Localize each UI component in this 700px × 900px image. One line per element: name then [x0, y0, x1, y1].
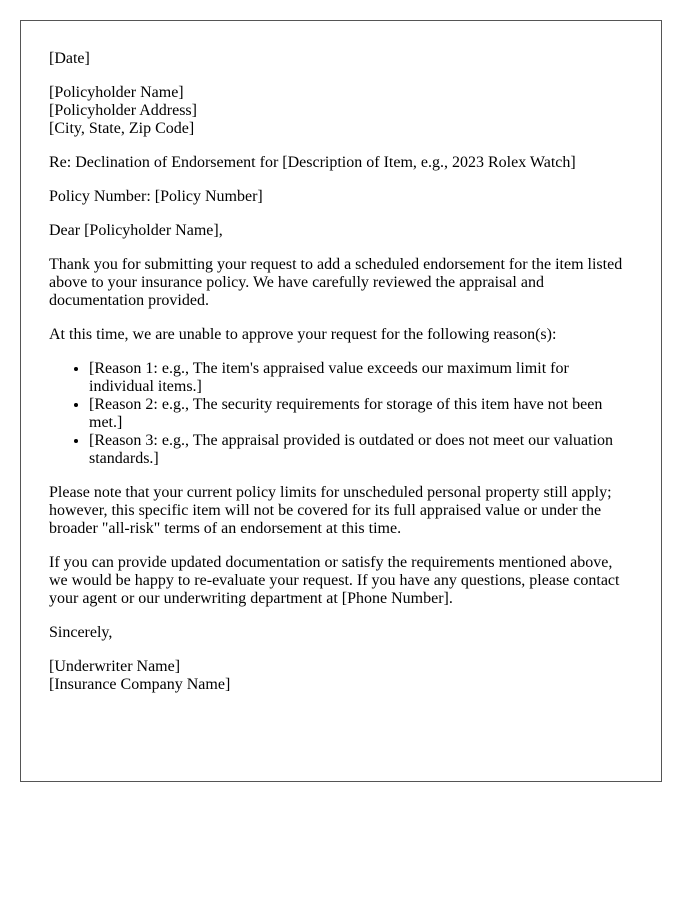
recipient-block	[49, 84, 633, 138]
contact-paragraph: If you can provide updated documentation or satisfy the requirements mentioned above, we would be happy to re-evaluate your request. If you have any questions, please contact your agent or our underwriting department at [Phone Number].	[49, 554, 620, 607]
salutation: Dear [Policyholder Name],	[49, 222, 223, 239]
recipient-address: [Policyholder Address]	[49, 102, 197, 119]
closing: Sincerely,	[49, 624, 113, 641]
reason-item: • [Reason 1: e.g., The item's appraised value exceeds our maximum limit for individual items.]	[89, 360, 633, 396]
coverage-note: Please note that your current policy limits for unscheduled personal property still apply; however, this specific item will not be covered for its full appraised value or under the broader "all-risk" terms of an endorsement at this time.	[49, 484, 612, 537]
signature-block	[49, 658, 633, 694]
letter	[20, 20, 662, 782]
date: [Date]	[49, 50, 90, 67]
reasons-intro: At this time, we are unable to approve your request for the following reason(s):	[49, 326, 557, 343]
recipient-city: [City, State, Zip Code]	[49, 120, 195, 137]
underwriter-name: [Underwriter Name]	[49, 658, 181, 675]
policy-number: Policy Number: [Policy Number]	[49, 188, 263, 205]
reasons-list	[49, 360, 633, 468]
subject-line: Re: Declination of Endorsement for [Description of Item, e.g., 2023 Rolex Watch]	[49, 154, 576, 171]
recipient-name: [Policyholder Name]	[49, 84, 184, 101]
reason-item: • [Reason 3: e.g., The appraisal provided is outdated or does not meet our valuation standards.]	[89, 432, 633, 468]
reason-item: • [Reason 2: e.g., The security requirements for storage of this item have not been met.]	[89, 396, 633, 432]
intro-paragraph: Thank you for submitting your request to add a scheduled endorsement for the item listed above to your insurance policy. We have carefully reviewed the appraisal and documentation provided.	[49, 256, 623, 309]
company-name: [Insurance Company Name]	[49, 676, 231, 693]
